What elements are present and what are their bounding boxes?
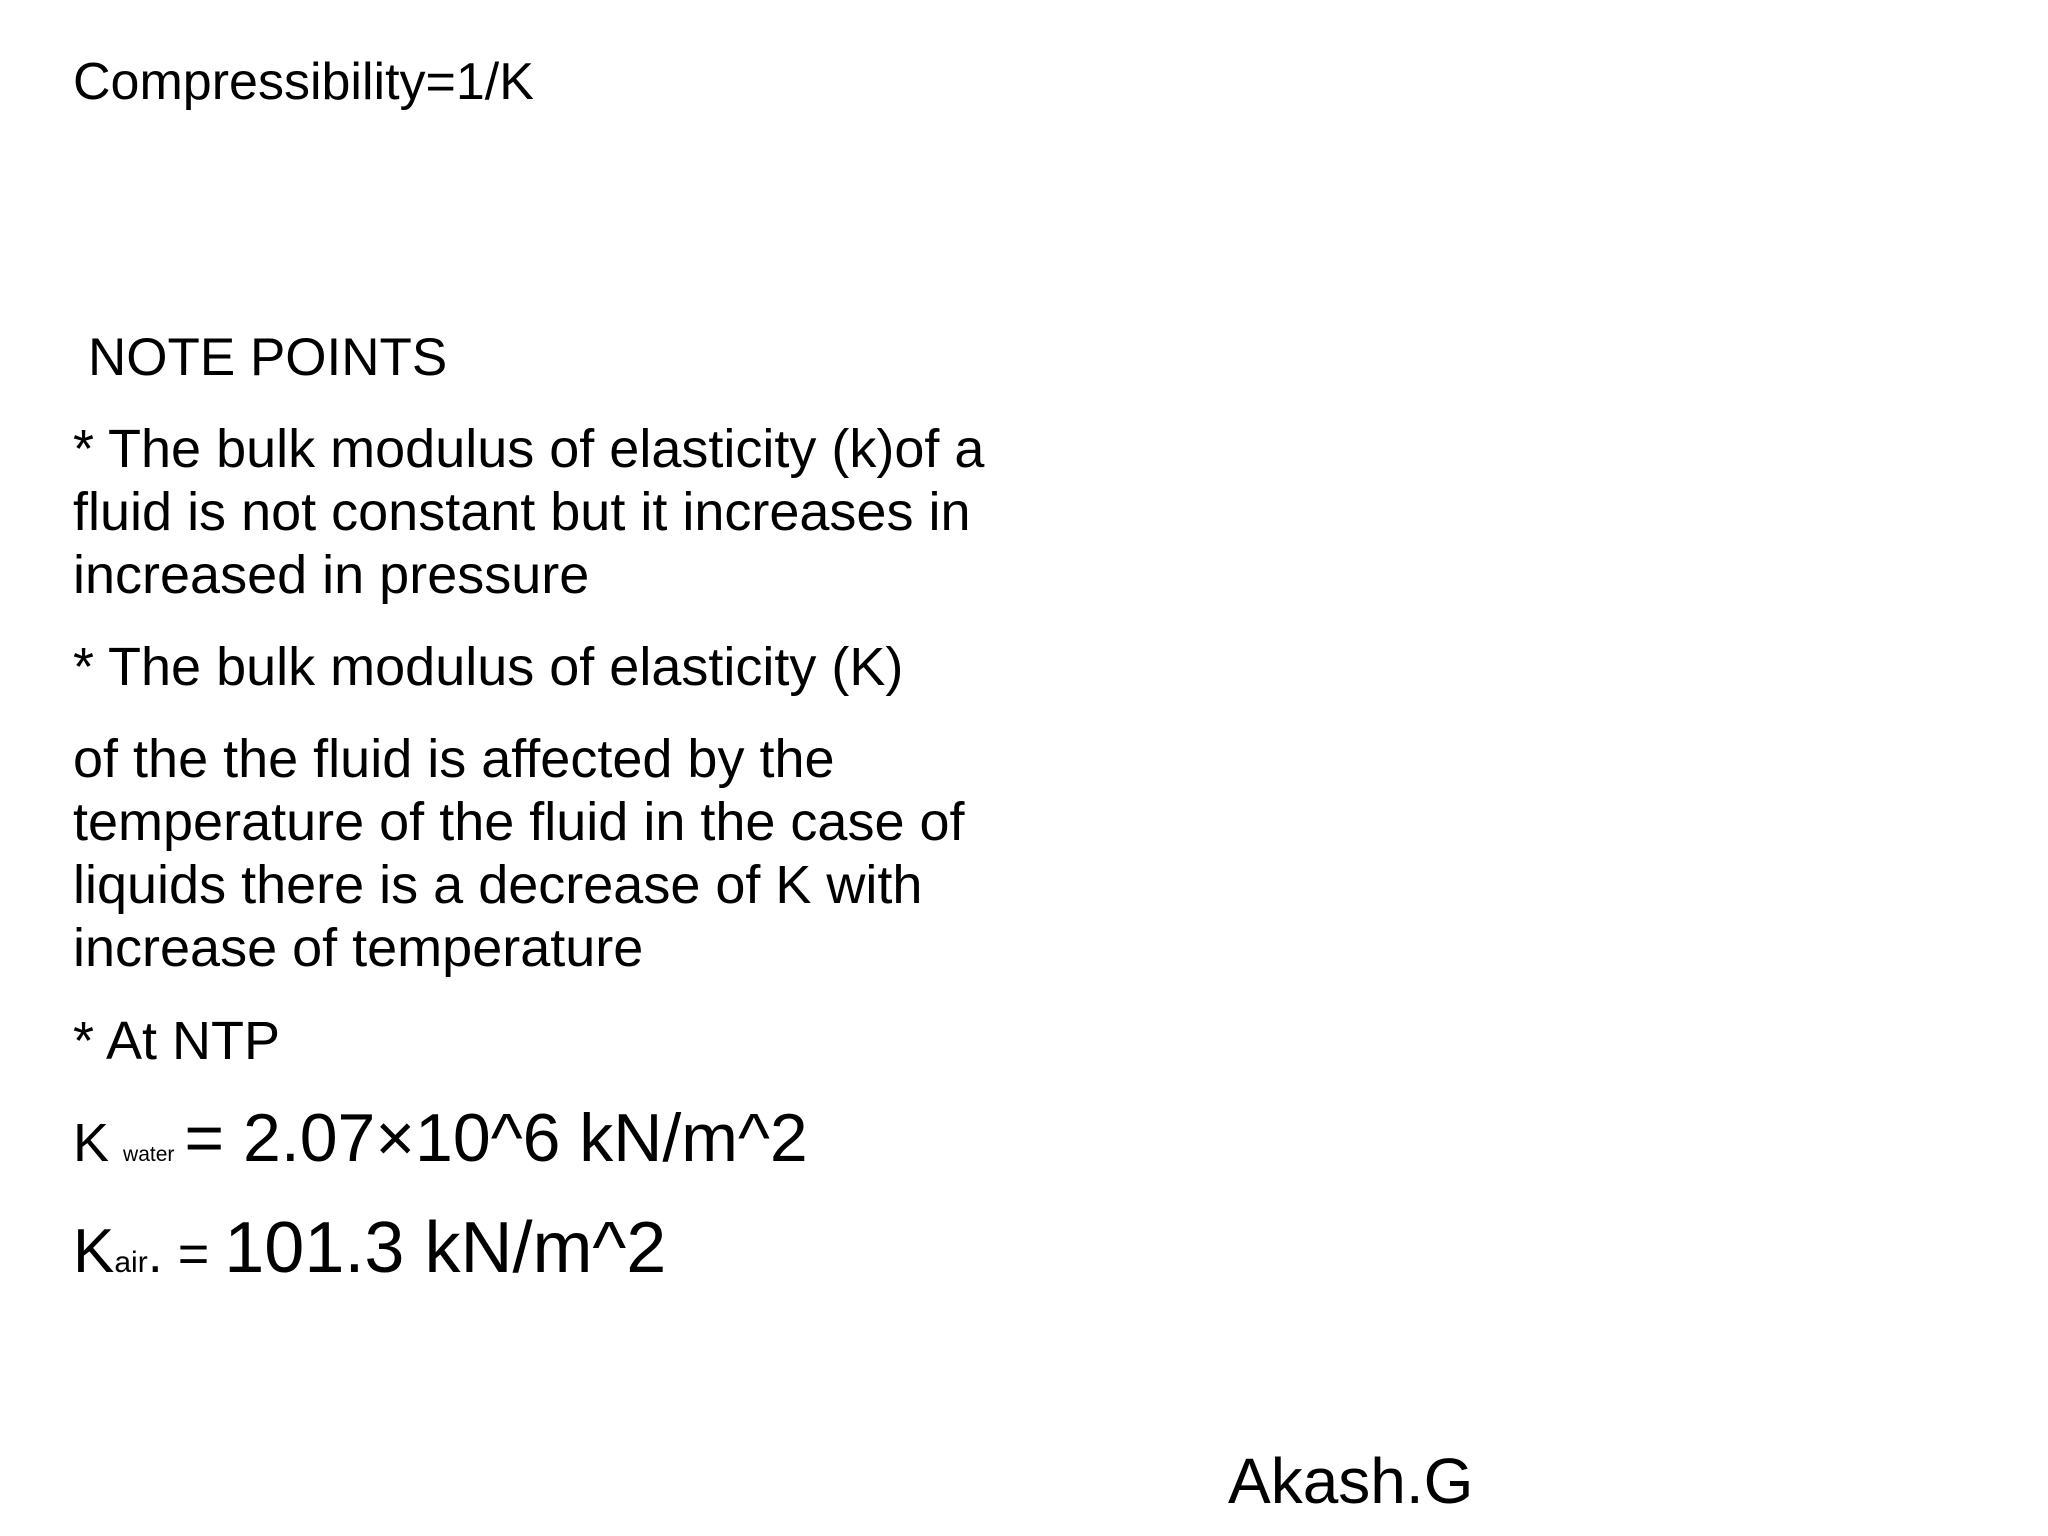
note-point-2-cont-line-3: liquids there is a decrease of K with <box>73 855 923 915</box>
note-point-2: * The bulk modulus of elasticity (K) <box>73 637 904 697</box>
note-point-2-continued <box>73 728 965 980</box>
note-point-1-line-2: fluid is not constant but it increases in <box>73 482 971 542</box>
note-point-2-cont-line-4: increase of temperature <box>73 918 644 978</box>
k-water-symbol: K <box>73 1113 110 1173</box>
note-point-2-cont-line-2: temperature of the fluid in the case of <box>73 792 965 852</box>
k-water-value: = 2.07×10^6 kN/m^2 <box>184 1100 808 1176</box>
note-point-1 <box>73 418 984 607</box>
note-point-3: * At NTP <box>73 1011 281 1071</box>
k-air-value: 101.3 kN/m^2 <box>224 1208 667 1288</box>
k-water-subscript: water <box>123 1143 175 1166</box>
note-point-1-line-1: * The bulk modulus of elasticity (k)of a <box>73 419 985 479</box>
author-name: Akash.G <box>1228 1445 1474 1517</box>
section-title: NOTE POINTS <box>88 328 448 387</box>
note-point-1-line-3: increased in pressure <box>73 545 590 605</box>
k-water-formula <box>73 1096 808 1199</box>
note-point-2-cont-line-1: of the the fluid is affected by the <box>73 729 835 789</box>
k-air-symbol: K <box>73 1217 115 1286</box>
k-air-formula <box>73 1204 666 1312</box>
k-air-dot: . <box>147 1224 163 1284</box>
k-air-equals: = <box>162 1224 225 1284</box>
compressibility-formula: Compressibility=1/K <box>73 53 534 111</box>
k-air-subscript: air <box>114 1246 148 1279</box>
